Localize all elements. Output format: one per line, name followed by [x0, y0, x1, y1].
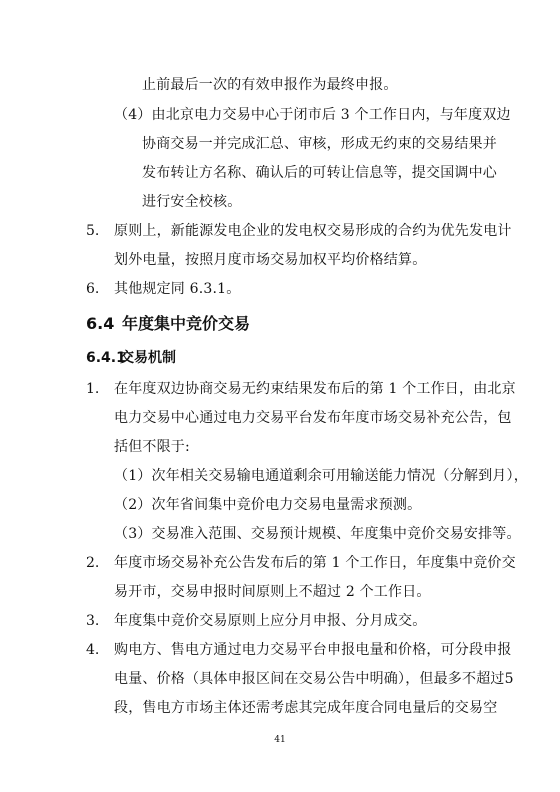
paragraph-line: 电量、价格（具体申报区间在交易公告中明确），但最多不超过5: [114, 671, 514, 687]
paragraph-line: （3）交易准入范围、交易预计规模、年度集中竞价交易安排等。: [114, 526, 521, 542]
paragraph-line: 段，售电方市场主体还需考虑其完成年度合同电量后的交易空: [114, 700, 498, 716]
paragraph-line: 电力交易中心通过电力交易平台发布年度市场交易补充公告，包: [114, 410, 512, 426]
paragraph-line: （1）次年相关交易输电通道剩余可用输送能力情况（分解到月），: [114, 468, 528, 484]
page-number: 41: [274, 735, 286, 745]
paragraph-line: （2）次年省间集中竞价电力交易电量需求预测。: [114, 497, 422, 513]
section-heading: [86, 314, 250, 334]
subsection-number: 6.4.1: [86, 350, 126, 366]
paragraph-line: 进行安全校核。: [142, 194, 242, 210]
paragraph-line: 易开市，交易申报时间原则上不超过 2 个工作日。: [114, 584, 431, 600]
list-number: 5.: [86, 223, 100, 239]
list-number: 6.: [86, 281, 100, 297]
paragraph-line: 在年度双边协商交易无约束结果发布后的第 1 个工作日，由北京: [114, 381, 516, 397]
list-number: 2.: [86, 555, 100, 571]
subsection-heading: [86, 349, 176, 367]
list-number: 3.: [86, 613, 100, 629]
list-number: 4.: [86, 642, 100, 658]
subsection-title: 交易机制: [120, 350, 176, 366]
list-number: 1.: [86, 381, 100, 397]
paragraph-line: 划外电量，按照月度市场交易加权平均价格结算。: [114, 252, 427, 268]
paragraph-line: （4）由北京电力交易中心于闭市后 3 个工作日内，与年度双边: [114, 107, 511, 123]
paragraph-line: 购电方、售电方通过电力交易平台申报电量和价格，可分段申报: [114, 642, 512, 658]
section-title: 年度集中竞价交易: [122, 314, 251, 333]
paragraph-line: 其他规定同 6.3.1。: [114, 281, 241, 297]
paragraph-line: 原则上，新能源发电企业的发电权交易形成的合约为优先发电计: [114, 223, 512, 239]
paragraph-line: 发布转让方名称、确认后的可转让信息等，提交国调中心: [142, 165, 497, 181]
paragraph-line: 年度市场交易补充公告发布后的第 1 个工作日，年度集中竞价交: [114, 555, 516, 571]
section-number: 6.4: [86, 314, 115, 333]
paragraph-line: 协商交易一并完成汇总、审核，形成无约束的交易结果并: [142, 136, 497, 152]
paragraph-line: 止前最后一次的有效申报作为最终申报。: [142, 77, 398, 93]
paragraph-line: 括但不限于:: [114, 439, 190, 455]
paragraph-line: 年度集中竞价交易原则上应分月申报、分月成交。: [114, 613, 427, 629]
